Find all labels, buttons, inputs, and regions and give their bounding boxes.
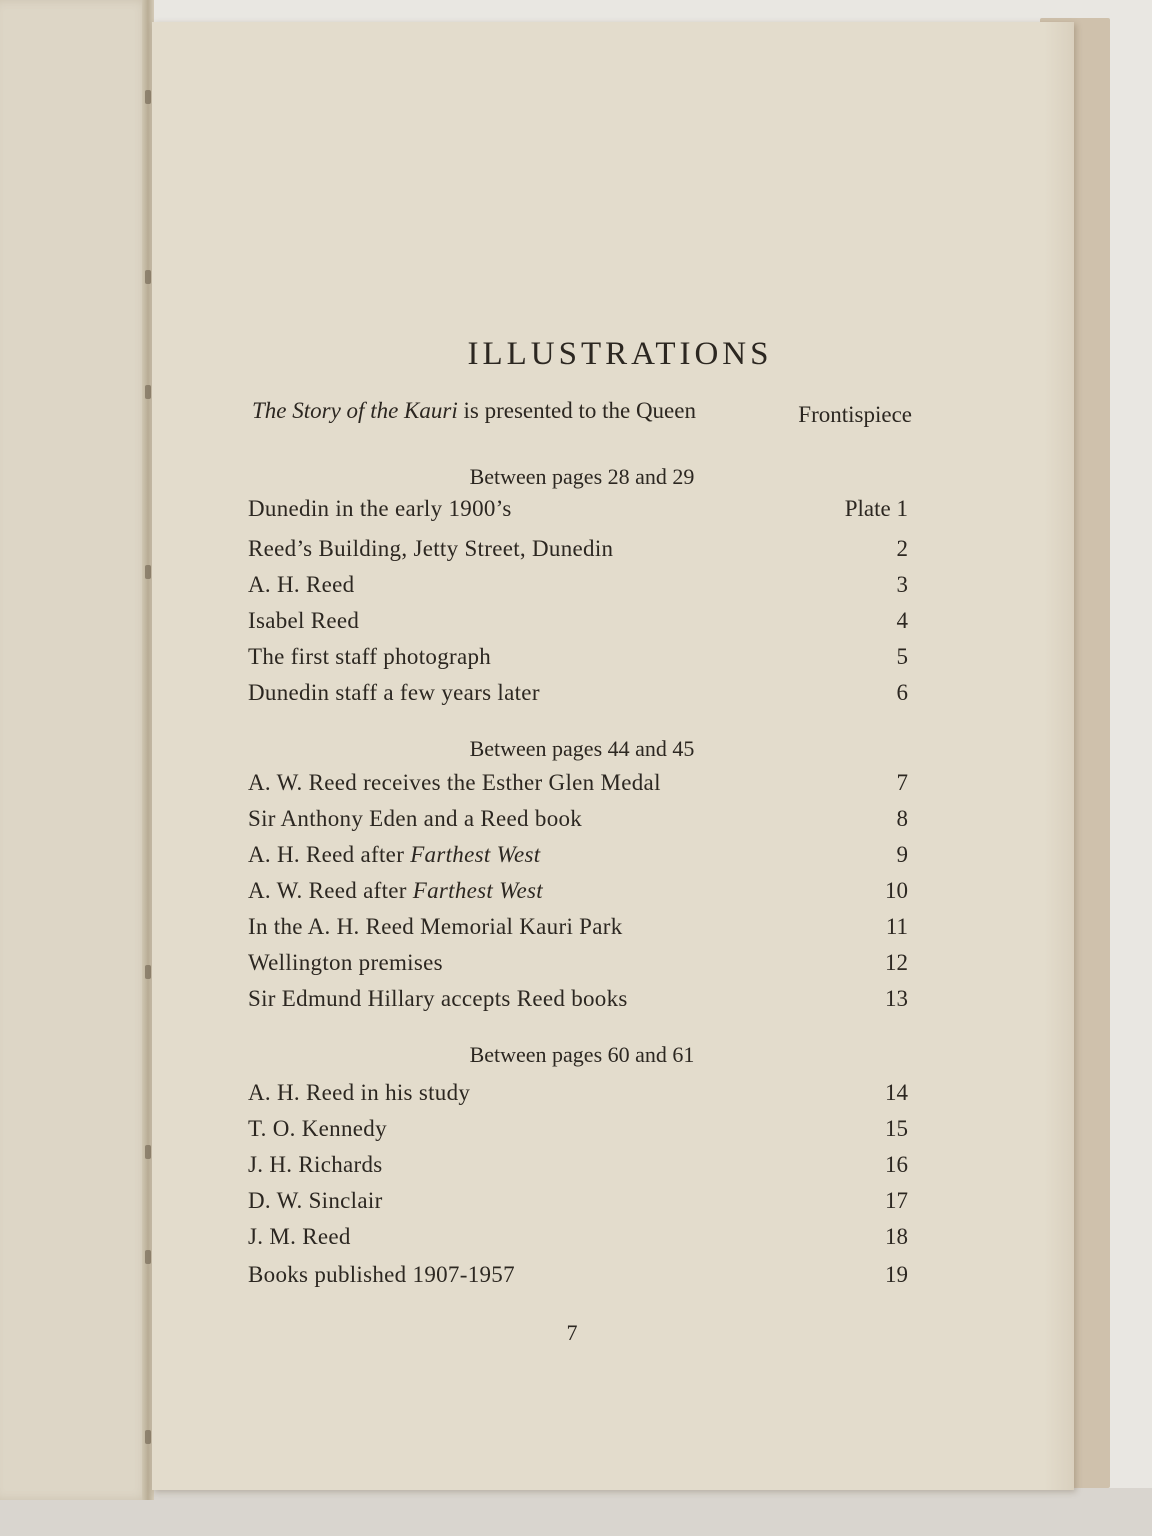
plate-number: 15 (885, 1116, 908, 1141)
binding-stitch (145, 965, 151, 979)
caption-text: Sir Edmund Hillary accepts Reed books (248, 986, 628, 1011)
plate-number: 4 (896, 608, 908, 633)
page-title: ILLUSTRATIONS (467, 336, 773, 372)
book-title-italic: Farthest West (410, 842, 541, 867)
binding-stitch (145, 270, 151, 284)
plate-number: 16 (885, 1152, 908, 1177)
illustration-entry (248, 1152, 908, 1182)
section-heading: Between pages 44 and 45 (469, 736, 695, 761)
plate-number: 6 (896, 680, 908, 705)
illustration-entry (248, 770, 908, 800)
section-heading: Between pages 60 and 61 (469, 1042, 695, 1067)
plate-number: 9 (896, 842, 908, 867)
plate-number: 17 (885, 1188, 908, 1213)
illustration-entry (248, 680, 908, 710)
caption-text: A. H. Reed after (248, 842, 411, 867)
illustration-caption (248, 496, 512, 522)
illustration-entry (248, 950, 908, 980)
illustration-caption (248, 1152, 383, 1178)
illustration-caption (248, 1262, 515, 1288)
plate-number: 3 (896, 572, 908, 597)
caption-text: In the A. H. Reed Memorial Kauri Park (248, 914, 623, 939)
illustration-entry (248, 1188, 908, 1218)
illustration-entry (248, 1224, 908, 1254)
left-page (0, 0, 150, 1500)
illustration-entry (248, 806, 908, 836)
book-title-italic: Farthest West (412, 878, 543, 903)
plate-number: 18 (885, 1224, 908, 1249)
illustration-entry (248, 496, 908, 526)
binding-stitch (145, 90, 151, 104)
illustration-caption (248, 1188, 383, 1214)
binding-stitch (145, 385, 151, 399)
section-heading: Between pages 28 and 29 (469, 464, 695, 489)
page-number: 7 (566, 1320, 578, 1345)
plate-number: Plate 1 (844, 496, 908, 521)
illustration-caption (248, 914, 623, 940)
binding-stitch (145, 1145, 151, 1159)
caption-text: Wellington premises (248, 950, 443, 975)
illustration-entry (248, 1116, 908, 1146)
book-page (152, 22, 1074, 1490)
frontispiece-caption (252, 398, 696, 424)
caption-text: Isabel Reed (248, 608, 360, 633)
illustration-caption (248, 806, 582, 832)
illustration-entry (248, 1262, 908, 1292)
illustration-entry (248, 986, 908, 1016)
illustration-entry (248, 1080, 908, 1110)
illustration-caption (248, 644, 491, 670)
plate-number: 12 (885, 950, 908, 975)
caption-text: D. W. Sinclair (248, 1188, 383, 1213)
binding-stitch (145, 1250, 151, 1264)
plate-number: 5 (896, 644, 908, 669)
caption-text: Dunedin in the early 1900’s (248, 496, 512, 521)
caption-text: Sir Anthony Eden and a Reed book (248, 806, 583, 831)
caption-text: A. W. Reed after (248, 878, 413, 903)
illustration-caption (248, 536, 613, 562)
illustration-caption (248, 1224, 351, 1250)
illustration-caption (248, 1116, 387, 1142)
illustration-entry (248, 878, 908, 908)
illustration-entry (248, 536, 908, 566)
caption-text: A. H. Reed in his study (248, 1080, 471, 1105)
book-title-italic: The Story of the Kauri (252, 398, 458, 423)
caption-text: Books published 1907-1957 (248, 1262, 515, 1287)
caption-text: The first staff photograph (248, 644, 492, 669)
plate-number: 11 (885, 914, 908, 939)
plate-number: 10 (885, 878, 908, 903)
caption-text: T. O. Kennedy (248, 1116, 387, 1141)
illustration-entry (248, 842, 908, 872)
caption-text: A. W. Reed receives the Esther Glen Medal (248, 770, 661, 795)
caption-text: is presented to the Queen (457, 398, 696, 423)
caption-text: Reed’s Building, Jetty Street, Dunedin (248, 536, 614, 561)
illustration-caption (248, 950, 443, 976)
illustration-entry (248, 572, 908, 602)
illustration-caption (248, 1080, 470, 1106)
frontispiece-label: Frontispiece (798, 402, 912, 427)
caption-text: A. H. Reed (248, 572, 355, 597)
illustration-entry (248, 644, 908, 674)
illustration-caption (248, 842, 540, 868)
illustration-caption (248, 680, 540, 706)
illustration-caption (248, 986, 628, 1012)
plate-number: 2 (896, 536, 908, 561)
plate-number: 14 (885, 1080, 908, 1105)
illustration-caption (248, 878, 543, 904)
plate-number: 8 (896, 806, 908, 831)
plate-number: 13 (885, 986, 908, 1011)
caption-text: J. M. Reed (248, 1224, 351, 1249)
illustration-entry (248, 914, 908, 944)
binding-stitch (145, 565, 151, 579)
table-surface (0, 1488, 1152, 1536)
plate-number: 19 (885, 1262, 908, 1287)
illustration-caption (248, 572, 354, 598)
plate-number: 7 (896, 770, 908, 795)
illustration-caption (248, 608, 359, 634)
illustration-entry (248, 608, 908, 638)
illustration-caption (248, 770, 661, 796)
binding-stitch (145, 1430, 151, 1444)
caption-text: J. H. Richards (248, 1152, 383, 1177)
caption-text: Dunedin staff a few years later (248, 680, 540, 705)
